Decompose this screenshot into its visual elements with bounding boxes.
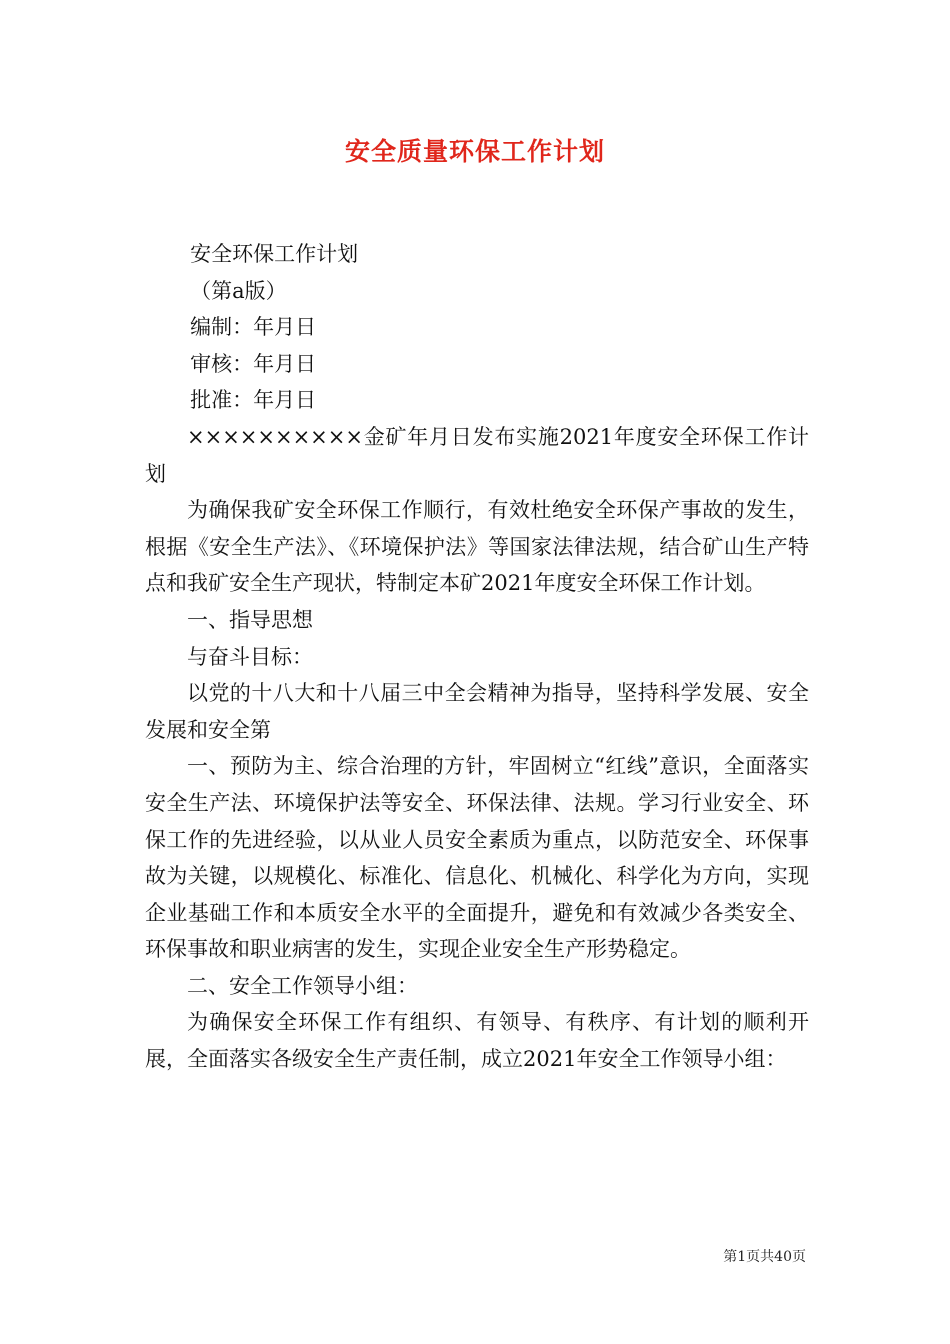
version-line: （第a版） [190, 278, 287, 303]
approved-line: 批准：年月日 [190, 388, 317, 413]
policy-paragraph: 一、预防为主、综合治理的方针，牢固树立“红线”意识，全面落实安全生产法、环境保护法等安全、环保法律、法规。学习行业安全、环保工作的先进经验，以从业人员安全素质为重点，以防范安全、环保事故为关键，以规模化、标准化、信息化、机械化、科学化为方向，实现企业基础工作和本质安全水平的全面提升，避免和有效减少各类安全、环保事故和职业病害的发生，实现企业安全生产形势稳定。 [145, 754, 809, 962]
document-title: 安全质量环保工作计划 [344, 137, 605, 166]
purpose-paragraph: 为确保我矿安全环保工作顺行，有效杜绝安全环保产事故的发生，根据《安全生产法》、《环境保护法》等国家法律法规，结合矿山生产特点和我矿安全生产现状，特制定本矿2021年度安全环保工作计划。 [145, 498, 809, 596]
compiled-line: 编制：年月日 [190, 315, 317, 340]
page-number: 第1页共40页 [723, 1249, 806, 1265]
section-subheading-goals: 与奋斗目标： [187, 644, 313, 669]
release-paragraph: ××××××××××金矿年月日发布实施2021年度安全环保工作计划 [145, 424, 809, 486]
section-heading-guiding-thought: 一、指导思想 [187, 607, 313, 632]
guidance-paragraph: 以党的十八大和十八届三中全会精神为指导，坚持科学发展、安全发展和安全第 [145, 681, 809, 742]
leadership-paragraph: 为确保安全环保工作有组织、有领导、有秩序、有计划的顺利开展，全面落实各级安全生产责任制，成立2021年安全工作领导小组： [145, 1010, 809, 1072]
subtitle: 安全环保工作计划 [190, 242, 359, 266]
reviewed-line: 审核：年月日 [190, 351, 317, 376]
section-heading-leadership-group: 二、安全工作领导小组： [187, 973, 418, 998]
document-body [145, 236, 809, 1078]
